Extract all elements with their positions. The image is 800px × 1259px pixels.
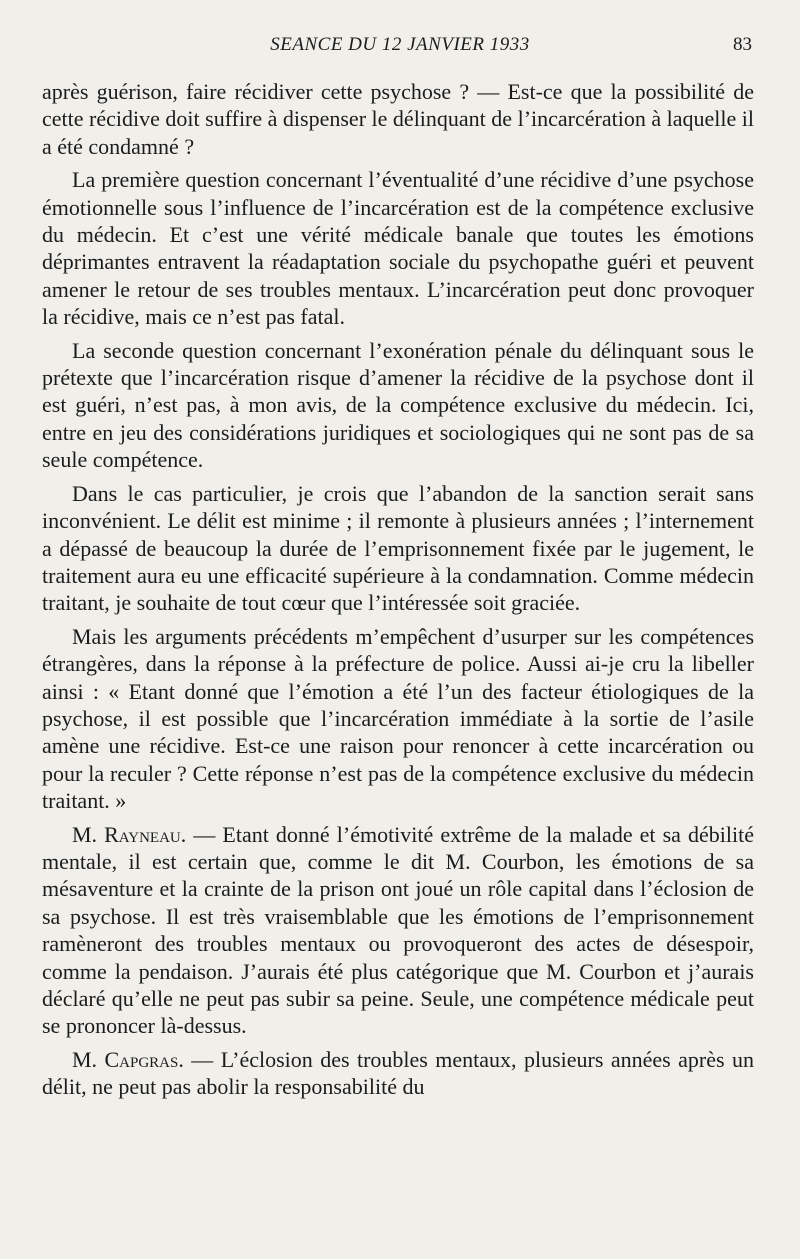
paragraph-continuation	[42, 78, 754, 160]
paragraph-text: après guérison, faire récidiver cette psychose ? — Est-ce que la possibilité de cette récidive doit suffire à dispenser le délinquant de l’incarcération à laquelle il a été condamné ?	[42, 79, 754, 159]
paragraph-rayneau	[42, 821, 754, 1040]
paragraph-second-question	[42, 337, 754, 474]
body-text	[42, 78, 754, 1107]
running-title: SEANCE DU 12 JANVIER 1933	[270, 34, 530, 55]
paragraph-arguments	[42, 623, 754, 815]
paragraph-text: La première question concernant l’éventualité d’une récidive d’une psychose émotionnelle sous l’influence de l’incarcération est de la compétence exclusive du médecin. Et c’est une vérité médicale banale que toutes les émotions déprimantes entravent la réadaptation sociale du psychopathe guéri et peuvent amener le retour de ses troubles mentaux. L’incarcération peut donc provoquer la récidive, mais ce n’est pas fatal.	[42, 167, 754, 330]
speaker-name: M. Capgras.	[72, 1046, 184, 1072]
paragraph-text: La seconde question concernant l’exonération pénale du délinquant sous le prétexte que l’incarcération risque d’amener la récidive de la psychose dont il est guéri, n’est pas, à mon avis, de la compétence exclusive du médecin. Ici, entre en jeu des considérations juridiques et sociologiques qui ne sont pas de sa seule compétence.	[42, 337, 754, 473]
running-head	[42, 34, 758, 58]
paragraph-text: — L’éclosion des troubles mentaux, plusieurs années après un délit, ne peut pas abolir la responsabilité du	[42, 1046, 754, 1100]
speaker-name: M. Rayneau.	[72, 821, 187, 847]
paragraph-text: Dans le cas particulier, je crois que l’abandon de la sanction serait sans inconvénient. Le délit est minime ; il remonte à plusieurs années ; l’internement a dépassé de beaucoup la durée de l’emprisonnement fixée par le jugement, le traitement aura eu une efficacité supérieure à la condamnation. Comme médecin traitant, je souhaite de tout cœur que l’intéressée soit graciée.	[42, 480, 754, 616]
paragraph-particular-case	[42, 480, 754, 617]
page-number: 83	[733, 34, 752, 55]
paragraph-capgras	[42, 1046, 754, 1101]
paragraph-first-question	[42, 166, 754, 330]
paragraph-text: Mais les arguments précédents m’empêchent d’usurper sur les compétences étrangères, dans la réponse à la préfecture de police. Aussi ai-je cru la libeller ainsi : « Etant donné que l’émotion a été l’un des facteur étiologiques de la psychose, il est possible que l’incarcération immédiate à la sortie de l’asile amène une récidive. Est-ce une raison pour renoncer à cette incarcération ou pour la reculer ? Cette réponse n’est pas de la compétence exclusive du médecin traitant. »	[42, 623, 754, 814]
paragraph-text: — Etant donné l’émotivité extrême de la malade et sa débilité mentale, il est certain que, comme le dit M. Courbon, les émotions de sa mésaventure et la crainte de la prison ont joué un rôle capital dans l’éclosion de sa psychose. Il est très vraisemblable que les émotions de l’emprisonnement ramèneront des troubles mentaux ou provoqueront des actes de désespoir, comme la pendaison. J’aurais été plus catégorique que M. Courbon et j’aurais déclaré qu’elle ne peut pas subir sa peine. Seule, une compétence médicale peut se prononcer là-dessus.	[42, 821, 754, 1039]
